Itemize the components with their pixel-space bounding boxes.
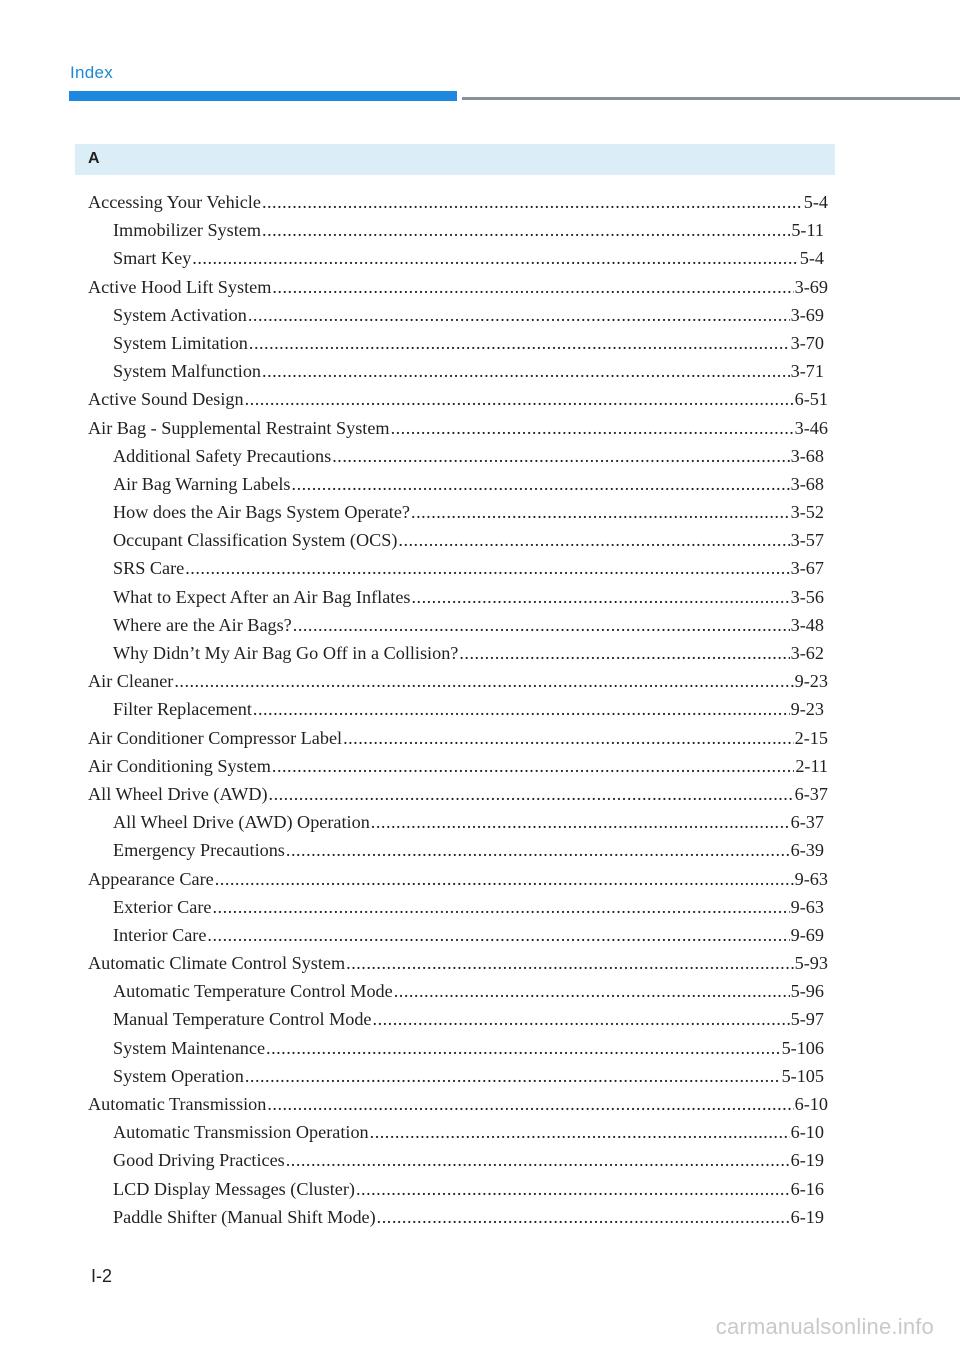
entry-page[interactable]: 5-97 (790, 1009, 824, 1030)
index-subentry[interactable] (88, 1062, 824, 1090)
entry-page[interactable]: 3-56 (790, 586, 824, 607)
entry-label: Exterior Care (113, 896, 212, 917)
entry-label: Interior Care (113, 924, 207, 945)
dot-leader (185, 554, 789, 582)
dot-leader (269, 780, 794, 808)
entry-label: Accessing Your Vehicle (88, 192, 261, 212)
dot-leader (266, 1034, 781, 1062)
entry-page[interactable]: 6-37 (794, 783, 828, 804)
dot-leader (267, 1090, 793, 1118)
dot-leader (373, 1005, 790, 1033)
dot-leader (248, 301, 790, 329)
entry-label: Paddle Shifter (Manual Shift Mode) (113, 1206, 376, 1227)
index-subentry[interactable] (88, 1118, 824, 1146)
entry-page[interactable]: 3-48 (790, 614, 824, 635)
entry-label: System Limitation (113, 332, 248, 353)
index-entry[interactable] (88, 724, 828, 752)
entry-label: What to Expect After an Air Bag Inflates (113, 586, 411, 607)
dot-leader (346, 949, 794, 977)
entry-label: LCD Display Messages (Cluster) (113, 1178, 355, 1199)
dot-leader (249, 329, 790, 357)
entry-page[interactable]: 3-62 (790, 643, 824, 663)
dot-leader (174, 667, 793, 695)
index-subentry[interactable] (88, 554, 824, 582)
entry-page[interactable]: 5-93 (794, 953, 828, 974)
index-entry[interactable] (88, 949, 828, 977)
entry-label: Active Hood Lift System (88, 276, 272, 297)
entry-label: SRS Care (113, 558, 185, 579)
watermark: carmanualsonline.info (715, 1314, 934, 1339)
index-entry[interactable] (88, 1090, 828, 1118)
entry-label: Manual Temperature Control Mode (113, 1009, 372, 1030)
entry-label: Air Cleaner (88, 671, 174, 692)
index-subentry[interactable] (88, 1175, 824, 1203)
entry-page[interactable]: 3-69 (794, 276, 828, 297)
entry-label: System Malfunction (113, 361, 262, 382)
dot-leader (272, 273, 793, 301)
entry-label: How does the Air Bags System Operate? (113, 502, 411, 523)
index-subentry[interactable] (88, 583, 824, 611)
dot-leader (398, 526, 789, 554)
index-entry[interactable] (88, 273, 828, 301)
index-subentry[interactable] (88, 1146, 824, 1174)
dot-leader (391, 414, 794, 442)
dot-leader (286, 1146, 790, 1174)
index-subentry[interactable] (88, 977, 824, 1005)
dot-leader (212, 893, 789, 921)
index-subentry[interactable] (88, 329, 824, 357)
dot-leader (262, 357, 790, 385)
entry-page[interactable]: 6-10 (790, 1122, 824, 1143)
dot-leader (411, 498, 790, 526)
entry-page[interactable]: 6-16 (790, 1178, 824, 1199)
index-subentry[interactable] (88, 301, 824, 329)
index-entry[interactable] (88, 385, 828, 413)
entry-label: Air Bag - Supplemental Restraint System (88, 417, 390, 438)
dot-leader (253, 695, 790, 723)
entry-label: All Wheel Drive (AWD) (88, 783, 268, 804)
index-subentry[interactable] (88, 639, 824, 667)
dot-leader (207, 921, 789, 949)
entry-page[interactable]: 3-68 (790, 445, 824, 466)
dot-leader (192, 244, 798, 272)
dot-leader (292, 470, 790, 498)
dot-leader (356, 1175, 790, 1203)
dot-leader (293, 611, 790, 639)
index-subentry[interactable] (88, 357, 824, 385)
dot-leader (286, 836, 790, 864)
entry-page[interactable]: 3-67 (790, 558, 824, 579)
dot-leader (332, 442, 789, 470)
index-subentry[interactable] (88, 498, 824, 526)
index-subentry[interactable] (88, 695, 824, 723)
index-subentry[interactable] (88, 836, 824, 864)
dot-leader (371, 808, 790, 836)
entry-label: Additional Safety Precautions (113, 445, 332, 466)
entry-label: Good Driving Practices (113, 1150, 285, 1171)
entry-page[interactable]: 2-15 (794, 727, 828, 748)
index-entry[interactable] (88, 188, 828, 216)
dot-leader (411, 583, 789, 611)
entry-page[interactable]: 6-37 (790, 812, 824, 833)
entry-label: System Maintenance (113, 1037, 266, 1058)
entry-label: Why Didn’t My Air Bag Go Off in a Collision? (113, 643, 459, 663)
dot-leader (215, 865, 794, 893)
entry-page[interactable]: 3-69 (790, 304, 824, 325)
entry-label: All Wheel Drive (AWD) Operation (113, 812, 370, 833)
entry-page[interactable]: 5-105 (781, 1065, 824, 1086)
index-subentry[interactable] (88, 893, 824, 921)
index-subentry[interactable] (88, 470, 824, 498)
header-title: Index (70, 63, 114, 82)
index-subentry[interactable] (88, 526, 824, 554)
entry-page[interactable]: 9-23 (790, 699, 824, 720)
entry-label: Air Conditioning System (88, 755, 271, 776)
index-entry[interactable] (88, 667, 828, 695)
dot-leader (262, 188, 803, 216)
index-entry[interactable] (88, 414, 828, 442)
entry-page[interactable]: 3-70 (790, 332, 824, 353)
entry-label: Automatic Transmission (88, 1094, 267, 1114)
dot-leader (343, 724, 794, 752)
dot-leader (272, 752, 794, 780)
dot-leader (394, 977, 790, 1005)
entry-page[interactable]: 9-63 (794, 868, 828, 889)
entry-page[interactable]: 6-10 (794, 1094, 828, 1114)
entry-page[interactable]: 5-4 (803, 192, 828, 212)
dot-leader (262, 216, 790, 244)
entry-label: Immobilizer System (113, 220, 262, 241)
entry-page[interactable]: 5-96 (790, 981, 824, 1002)
section-header (75, 144, 835, 175)
index-entry[interactable] (88, 752, 828, 780)
index-entries (88, 188, 828, 1231)
entry-label: Where are the Air Bags? (113, 614, 292, 635)
entry-label: Smart Key (113, 248, 192, 269)
section-letter: A (88, 150, 100, 167)
index-subentry[interactable] (88, 611, 824, 639)
entry-page[interactable]: 2-11 (795, 755, 828, 776)
dot-leader (377, 1203, 790, 1231)
entry-label: Air Bag Warning Labels (113, 473, 291, 494)
entry-label: System Activation (113, 304, 247, 325)
index-subentry[interactable] (88, 1005, 824, 1033)
entry-page[interactable]: 3-71 (790, 361, 824, 382)
index-subentry[interactable] (88, 1034, 824, 1062)
index-subentry[interactable] (88, 808, 824, 836)
entry-label: Active Sound Design (88, 389, 244, 410)
entry-page[interactable]: 3-57 (790, 530, 824, 551)
entry-label: Emergency Precautions (113, 840, 285, 861)
entry-label: Automatic Climate Control System (88, 953, 346, 974)
index-entry[interactable] (88, 780, 828, 808)
header-rule-gray (462, 97, 960, 100)
entry-page[interactable]: 3-52 (790, 502, 824, 523)
entry-page[interactable]: 9-63 (790, 896, 824, 917)
entry-page[interactable]: 5-11 (791, 220, 824, 241)
entry-label: Filter Replacement (113, 699, 252, 720)
entry-label: System Operation (113, 1065, 244, 1086)
dot-leader (245, 385, 794, 413)
entry-page[interactable]: 9-69 (790, 924, 824, 945)
entry-page[interactable]: 5-4 (799, 248, 824, 269)
entry-page[interactable]: 3-68 (790, 473, 824, 494)
index-entry[interactable] (88, 865, 828, 893)
index-subentry[interactable] (88, 216, 824, 244)
entry-page[interactable]: 6-19 (790, 1206, 824, 1227)
entry-page[interactable]: 5-106 (781, 1037, 824, 1058)
entry-label: Appearance Care (88, 868, 214, 889)
dot-leader (370, 1118, 790, 1146)
entry-page[interactable]: 3-46 (794, 417, 828, 438)
entry-page[interactable]: 9-23 (794, 671, 828, 692)
page-number: I-2 (91, 1266, 113, 1286)
header-rule-blue (69, 91, 457, 101)
dot-leader (459, 639, 789, 667)
entry-label: Automatic Transmission Operation (113, 1122, 369, 1143)
index-subentry[interactable] (88, 442, 824, 470)
index-subentry[interactable] (88, 1203, 824, 1231)
entry-page[interactable]: 6-51 (794, 389, 828, 410)
index-subentry[interactable] (88, 921, 824, 949)
entry-label: Automatic Temperature Control Mode (113, 981, 393, 1002)
entry-label: Occupant Classification System (OCS) (113, 530, 398, 551)
dot-leader (245, 1062, 781, 1090)
entry-page[interactable]: 6-39 (790, 840, 824, 861)
index-subentry[interactable] (88, 244, 824, 272)
entry-page[interactable]: 6-19 (790, 1150, 824, 1171)
entry-label: Air Conditioner Compressor Label (88, 727, 343, 748)
